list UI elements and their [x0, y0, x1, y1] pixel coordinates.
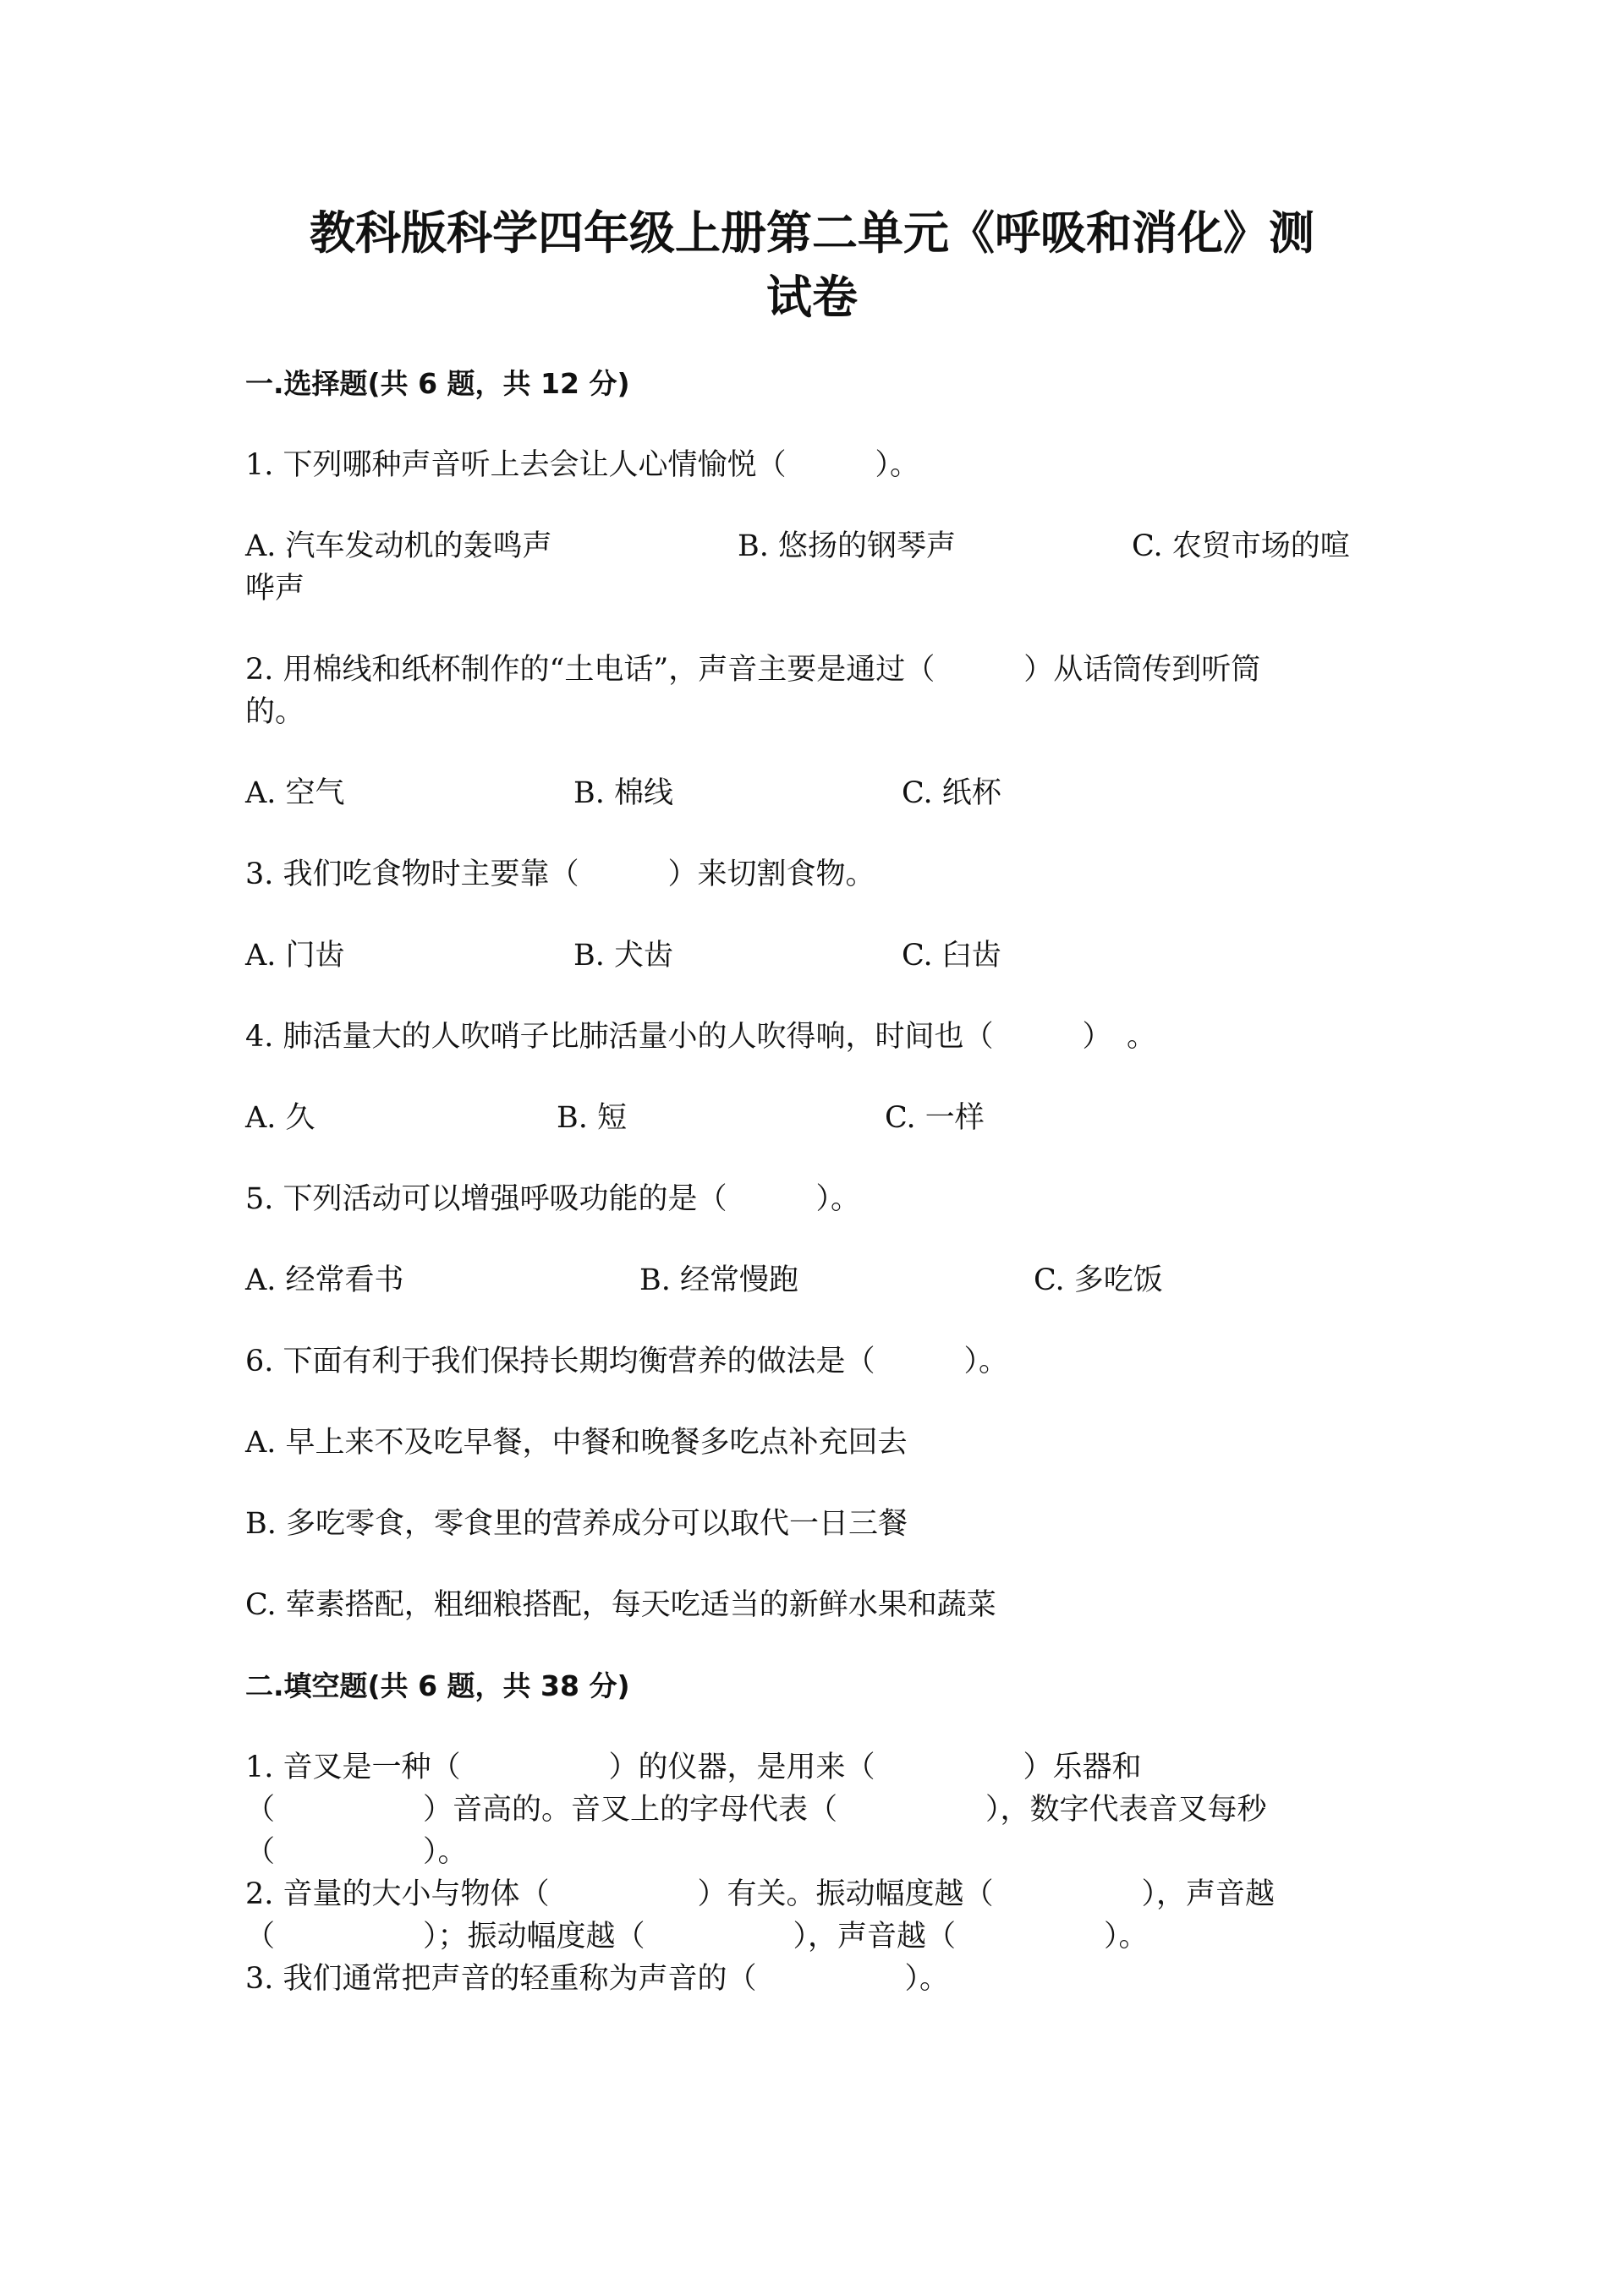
fill-line-3: （ ）。: [245, 1835, 468, 1869]
question-3-option-c: C. 臼齿: [902, 939, 1001, 973]
fill-line-6: 3. 我们通常把声音的轻重称为声音的（ ）。: [245, 1962, 950, 1996]
question-5-option-a: A. 经常看书: [245, 1263, 404, 1297]
fill-line-5: （ ）；振动幅度越（ ），声音越（ ）。: [245, 1920, 1149, 1954]
question-4-stem: 4. 肺活量大的人吹哨子比肺活量小的人吹得响，时间也（ ） 。: [245, 1020, 1157, 1054]
question-1-option-b: B. 悠扬的钢琴声: [738, 529, 956, 563]
question-2-stem-wrap: 的。: [245, 695, 305, 729]
question-2-option-c: C. 纸杯: [902, 776, 1001, 810]
question-6-option-c: C. 荤素搭配，粗细粮搭配，每天吃适当的新鲜水果和蔬菜: [245, 1588, 996, 1622]
question-4-option-b: B. 短: [557, 1101, 627, 1135]
section-heading-choice: 一.选择题(共 6 题，共 12 分): [245, 367, 630, 400]
section-heading-fill-blank: 二.填空题(共 6 题，共 38 分): [245, 1669, 630, 1702]
question-1-option-a: A. 汽车发动机的轰鸣声: [245, 529, 552, 563]
page-title-line-2: 试卷: [766, 271, 858, 324]
question-3-stem: 3. 我们吃食物时主要靠（ ）来切割食物。: [245, 858, 875, 891]
page-title-line-1: 教科版科学四年级上册第二单元《呼吸和消化》测: [310, 206, 1314, 260]
fill-line-2: （ ）音高的。音叉上的字母代表（ ），数字代表音叉每秒: [245, 1793, 1267, 1827]
fill-line-4: 2. 音量的大小与物体（ ）有关。振动幅度越（ ），声音越: [245, 1877, 1276, 1911]
question-2-stem: 2. 用棉线和纸杯制作的“土电话”，声音主要是通过（ ）从话筒传到听筒: [245, 653, 1261, 687]
question-5-option-c: C. 多吃饭: [1034, 1263, 1163, 1297]
question-1-option-c-wrap: 哗声: [245, 572, 305, 606]
question-3-option-a: A. 门齿: [245, 939, 345, 973]
question-6-option-b: B. 多吃零食，零食里的营养成分可以取代一日三餐: [245, 1507, 908, 1541]
question-4-option-a: A. 久: [245, 1101, 315, 1135]
question-6-stem: 6. 下面有利于我们保持长期均衡营养的做法是（ ）。: [245, 1345, 1009, 1378]
question-4-option-c: C. 一样: [885, 1101, 985, 1135]
question-5-stem: 5. 下列活动可以增强呼吸功能的是（ ）。: [245, 1182, 861, 1216]
question-1-option-c: C. 农贸市场的喧: [1132, 529, 1350, 563]
question-1-stem: 1. 下列哪种声音听上去会让人心情愉悦（ ）。: [245, 448, 920, 482]
question-3-option-b: B. 犬齿: [573, 939, 673, 973]
question-2-option-a: A. 空气: [245, 776, 345, 810]
question-5-option-b: B. 经常慢跑: [639, 1263, 798, 1297]
question-6-option-a: A. 早上来不及吃早餐，中餐和晚餐多吃点补充回去: [245, 1426, 908, 1460]
question-2-option-b: B. 棉线: [573, 776, 673, 810]
fill-line-1: 1. 音叉是一种（ ）的仪器，是用来（ ）乐器和: [245, 1751, 1142, 1784]
